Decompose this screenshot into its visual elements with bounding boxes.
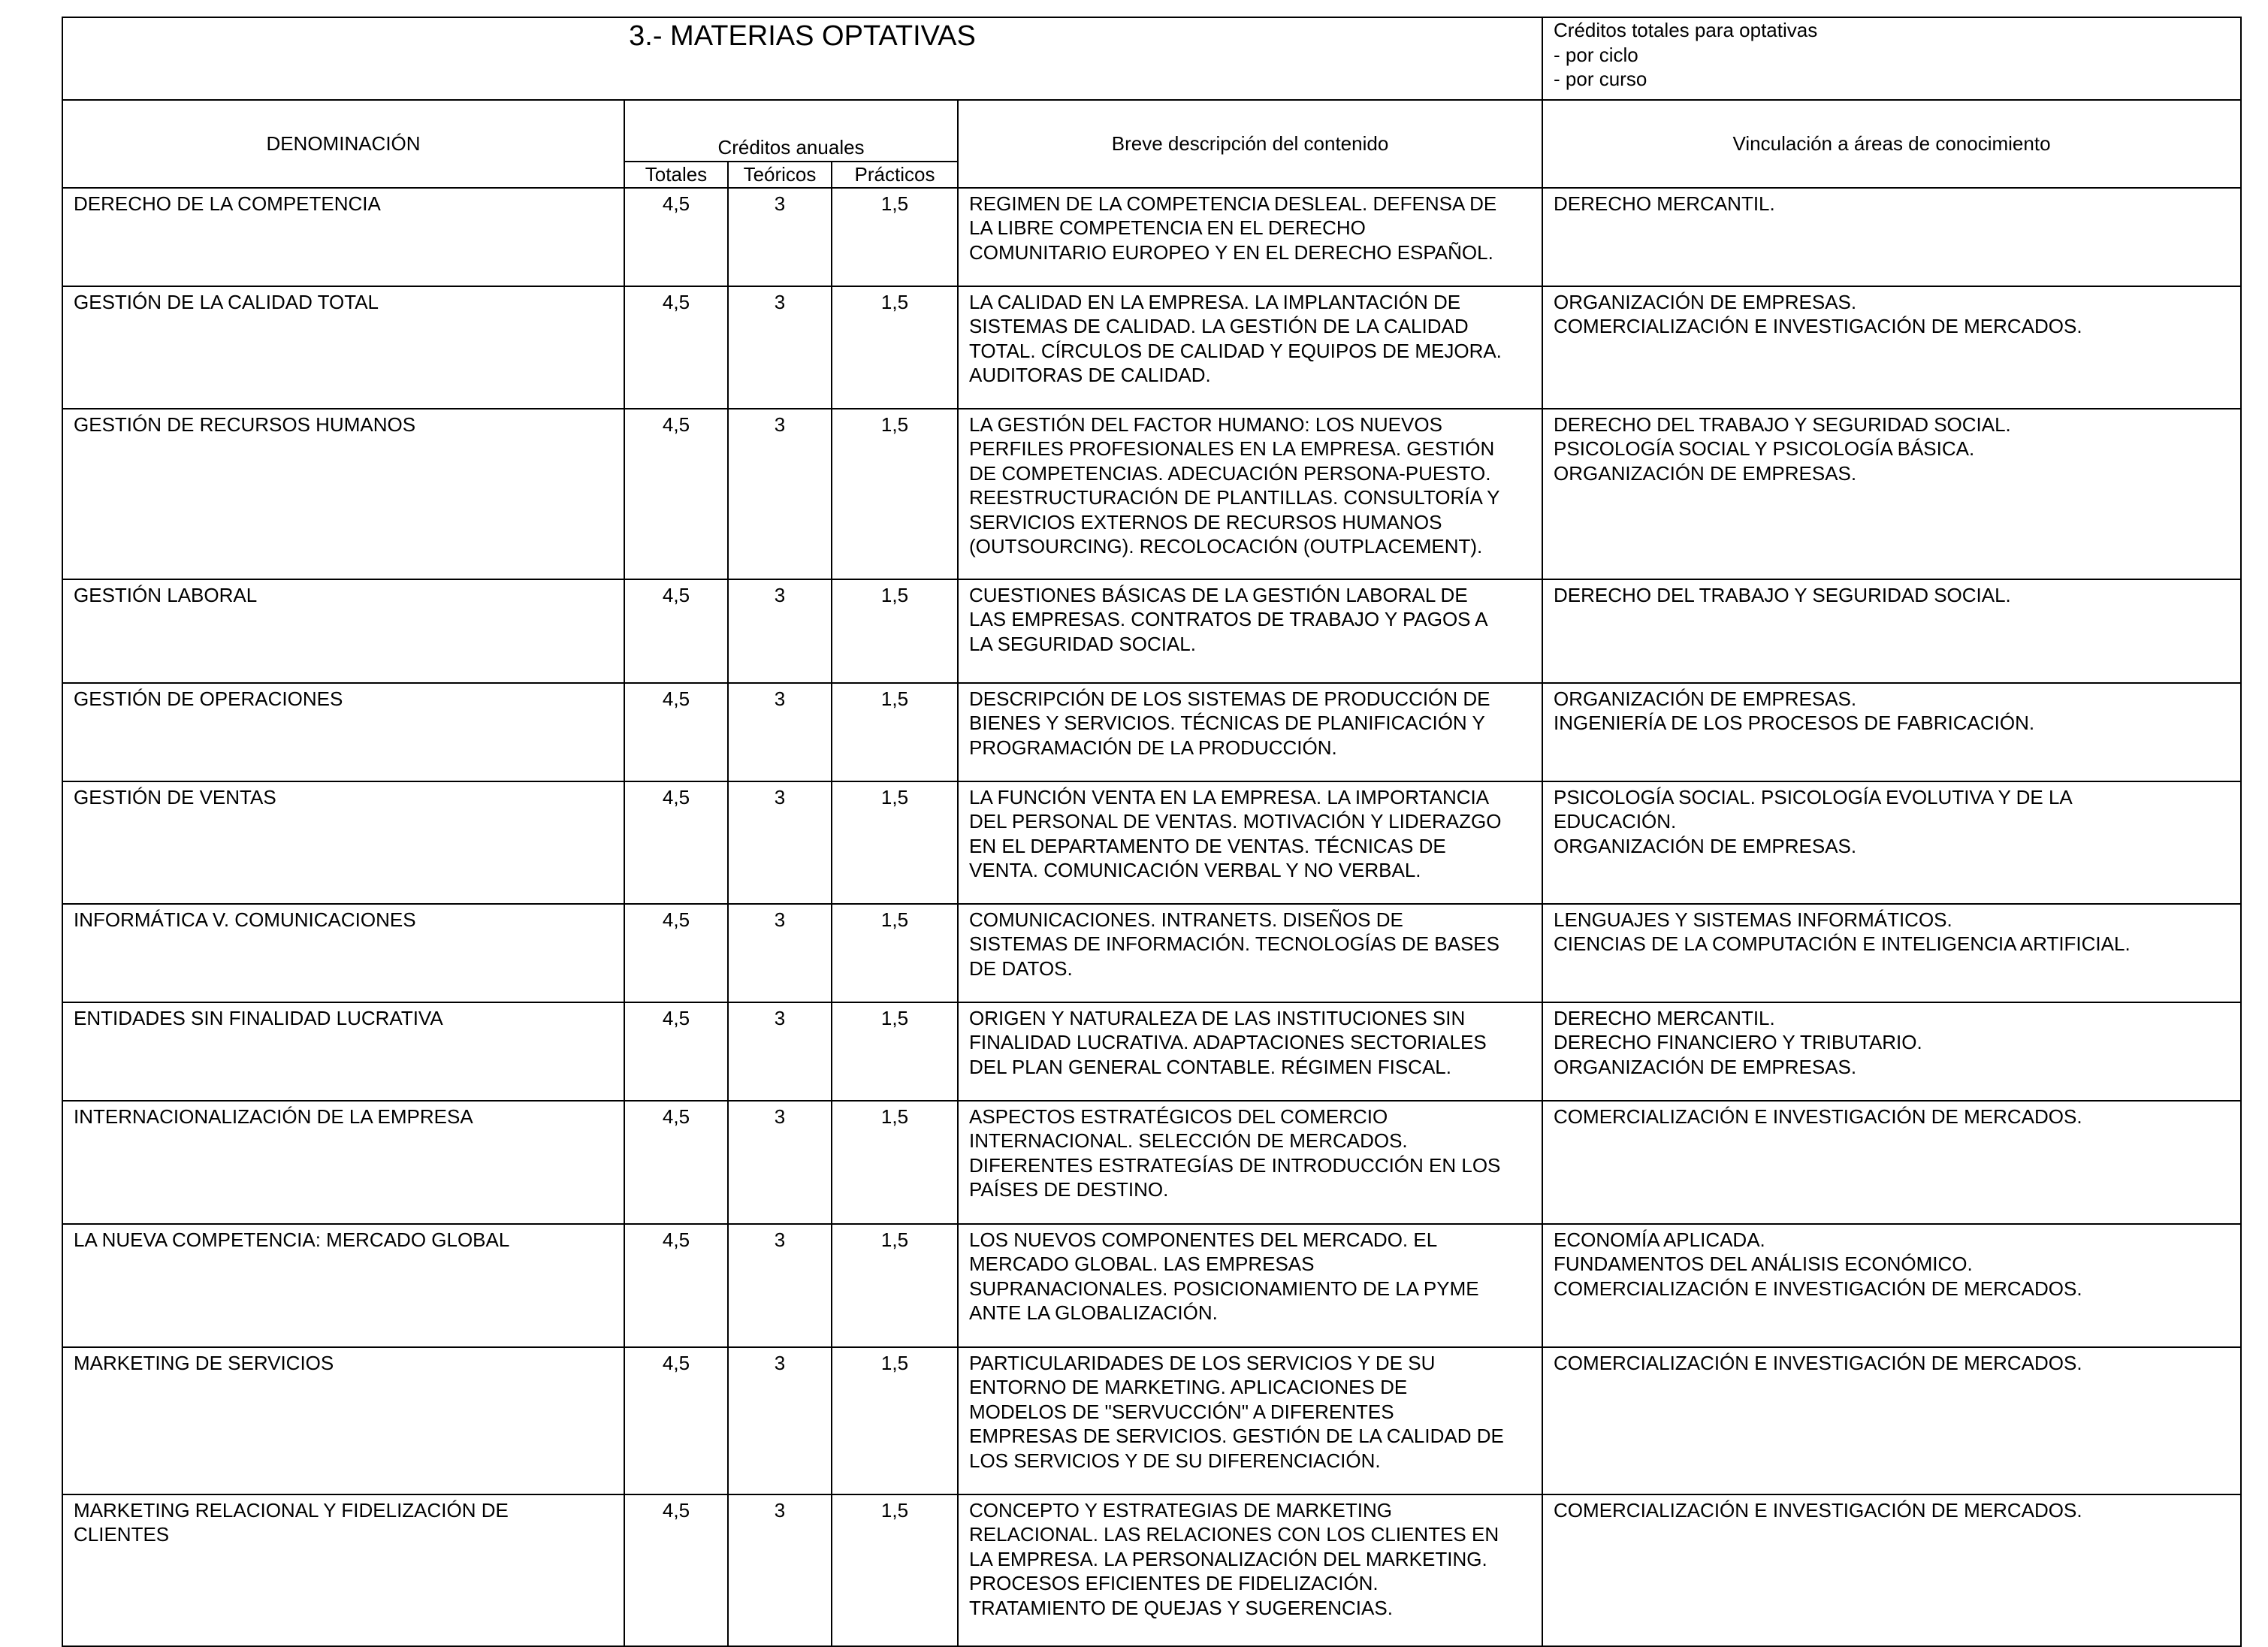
credits-theory-value: 3: [728, 188, 832, 286]
subject-name: GESTIÓN DE LA CALIDAD TOTAL: [74, 290, 379, 313]
subject-name-cell: [62, 683, 624, 781]
credits-practice-value: 1,5: [832, 1224, 958, 1347]
credits-per-course: - por curso: [1554, 68, 1647, 90]
description-line: DE COMPETENCIAS. ADECUACIÓN PERSONA-PUESTO.: [969, 461, 1491, 485]
description-line: LA GESTIÓN DEL FACTOR HUMANO: LOS NUEVOS: [969, 413, 1442, 436]
table-row: [62, 1101, 2241, 1224]
description-line: EMPRESAS DE SERVICIOS. GESTIÓN DE LA CALIDAD DE: [969, 1425, 1504, 1447]
table-row: [62, 1347, 2241, 1494]
description-cell: [958, 1224, 1542, 1347]
subject-name-cell: [62, 1224, 624, 1347]
subject-name-cell: [62, 904, 624, 1002]
description-line: BIENES Y SERVICIOS. TÉCNICAS DE PLANIFICACIÓN Y: [969, 712, 1485, 734]
description-line: REGIMEN DE LA COMPETENCIA DESLEAL. DEFENSA DE: [969, 192, 1497, 215]
description-line: TRATAMIENTO DE QUEJAS Y SUGERENCIAS.: [969, 1596, 1393, 1619]
description-line: RELACIONAL. LAS RELACIONES CON LOS CLIENTES EN: [969, 1523, 1499, 1546]
area-line: EDUCACIÓN.: [1554, 810, 1677, 833]
description-line: VENTA. COMUNICACIÓN VERBAL Y NO VERBAL.: [969, 859, 1421, 881]
description-line: PAÍSES DE DESTINO.: [969, 1178, 1169, 1201]
credits-totals-value: 4,5: [624, 188, 728, 286]
area-line: ORGANIZACIÓN DE EMPRESAS.: [1554, 290, 1857, 313]
description-line: COMUNITARIO EUROPEO Y EN EL DERECHO ESPAÑOL.: [969, 240, 1493, 264]
page-title: 3.- MATERIAS OPTATIVAS: [629, 20, 976, 52]
credits-practice-value: 1,5: [832, 1347, 958, 1494]
credits-practice-value: 1,5: [832, 1494, 958, 1646]
description-line: LOS NUEVOS COMPONENTES DEL MERCADO. EL: [969, 1228, 1438, 1251]
subject-name-cell: [62, 188, 624, 286]
title-row: [62, 17, 2241, 100]
area-line: INGENIERÍA DE LOS PROCESOS DE FABRICACIÓN.: [1554, 712, 2035, 734]
description-line: SUPRANACIONALES. POSICIONAMIENTO DE LA PYME: [969, 1277, 1479, 1300]
area-line: DERECHO MERCANTIL.: [1554, 192, 1775, 215]
description-line: MERCADO GLOBAL. LAS EMPRESAS: [969, 1253, 1315, 1275]
areas-cell: [1542, 1494, 2241, 1646]
description-line: LA EMPRESA. LA PERSONALIZACIÓN DEL MARKETING.: [969, 1547, 1487, 1570]
area-line: ORGANIZACIÓN DE EMPRESAS.: [1554, 461, 1857, 485]
subject-name: CLIENTES: [74, 1523, 170, 1546]
credits-practice-value: 1,5: [832, 1101, 958, 1224]
description-cell: [958, 683, 1542, 781]
table-row: [62, 188, 2241, 286]
description-line: PROCESOS EFICIENTES DE FIDELIZACIÓN.: [969, 1572, 1379, 1594]
subject-name: INFORMÁTICA V. COMUNICACIONES: [74, 908, 416, 931]
table-row: [62, 904, 2241, 1002]
credits-totals-value: 4,5: [624, 683, 728, 781]
credits-practice-value: 1,5: [832, 188, 958, 286]
area-line: DERECHO DEL TRABAJO Y SEGURIDAD SOCIAL.: [1554, 583, 2011, 606]
credits-totals-value: 4,5: [624, 579, 728, 683]
credits-totals-value: 4,5: [624, 1002, 728, 1101]
credits-totals-value: 4,5: [624, 1494, 728, 1646]
description-line: COMUNICACIONES. INTRANETS. DISEÑOS DE: [969, 908, 1403, 931]
description-line: SISTEMAS DE CALIDAD. LA GESTIÓN DE LA CALIDAD: [969, 315, 1469, 337]
credits-practice-value: 1,5: [832, 904, 958, 1002]
area-line: COMERCIALIZACIÓN E INVESTIGACIÓN DE MERCADOS.: [1554, 1498, 2082, 1522]
description-line: ORIGEN Y NATURALEZA DE LAS INSTITUCIONES SIN: [969, 1006, 1466, 1029]
area-line: DERECHO FINANCIERO Y TRIBUTARIO.: [1554, 1031, 1922, 1053]
description-line: MODELOS DE "SERVUCCIÓN" A DIFERENTES: [969, 1400, 1394, 1423]
description-line: FINALIDAD LUCRATIVA. ADAPTACIONES SECTORIALES: [969, 1031, 1487, 1053]
table-row: [62, 683, 2241, 781]
areas-cell: [1542, 286, 2241, 409]
description-cell: [958, 409, 1542, 579]
area-line: COMERCIALIZACIÓN E INVESTIGACIÓN DE MERCADOS.: [1554, 1105, 2082, 1128]
description-line: REESTRUCTURACIÓN DE PLANTILLAS. CONSULTORÍA Y: [969, 486, 1500, 509]
credits-practice-value: 1,5: [832, 409, 958, 579]
description-cell: [958, 904, 1542, 1002]
header-theoretical: Teóricos: [728, 162, 832, 188]
area-line: COMERCIALIZACIÓN E INVESTIGACIÓN DE MERCADOS.: [1554, 1351, 2082, 1374]
subject-name: LA NUEVA COMPETENCIA: MERCADO GLOBAL: [74, 1228, 510, 1251]
credits-totals-value: 4,5: [624, 1224, 728, 1347]
areas-cell: [1542, 409, 2241, 579]
description-cell: [958, 1002, 1542, 1101]
credits-totals-value: 4,5: [624, 781, 728, 904]
areas-cell: [1542, 188, 2241, 286]
area-line: ORGANIZACIÓN DE EMPRESAS.: [1554, 1055, 1857, 1078]
subject-name-cell: [62, 579, 624, 683]
areas-cell: [1542, 1224, 2241, 1347]
description-line: DIFERENTES ESTRATEGÍAS DE INTRODUCCIÓN EN LOS: [969, 1153, 1501, 1177]
subject-name: GESTIÓN DE RECURSOS HUMANOS: [74, 413, 416, 436]
column-header-row: [62, 100, 2241, 162]
description-cell: [958, 1101, 1542, 1224]
credits-theory-value: 3: [728, 1347, 832, 1494]
description-line: DESCRIPCIÓN DE LOS SISTEMAS DE PRODUCCIÓN DE: [969, 687, 1490, 710]
credits-theory-value: 3: [728, 781, 832, 904]
area-line: COMERCIALIZACIÓN E INVESTIGACIÓN DE MERCADOS.: [1554, 315, 2082, 337]
subject-name: GESTIÓN LABORAL: [74, 583, 258, 606]
table-row: [62, 409, 2241, 579]
header-areas: Vinculación a áreas de conocimiento: [1542, 100, 2241, 188]
description-line: DEL PLAN GENERAL CONTABLE. RÉGIMEN FISCAL.: [969, 1055, 1451, 1078]
table-row: [62, 781, 2241, 904]
area-line: DERECHO DEL TRABAJO Y SEGURIDAD SOCIAL.: [1554, 413, 2011, 436]
credits-practice-value: 1,5: [832, 683, 958, 781]
credits-totals-value: 4,5: [624, 409, 728, 579]
credits-theory-value: 3: [728, 286, 832, 409]
description-line: (OUTSOURCING). RECOLOCACIÓN (OUTPLACEMENT).: [969, 535, 1483, 558]
area-line: CIENCIAS DE LA COMPUTACIÓN E INTELIGENCIA ARTIFICIAL.: [1554, 932, 2131, 955]
description-line: EN EL DEPARTAMENTO DE VENTAS. TÉCNICAS DE: [969, 834, 1446, 857]
description-line: INTERNACIONAL. SELECCIÓN DE MERCADOS.: [969, 1129, 1408, 1152]
areas-cell: [1542, 1347, 2241, 1494]
subject-name: MARKETING RELACIONAL Y FIDELIZACIÓN DE: [74, 1498, 509, 1522]
area-line: LENGUAJES Y SISTEMAS INFORMÁTICOS.: [1554, 908, 1952, 931]
area-line: PSICOLOGÍA SOCIAL. PSICOLOGÍA EVOLUTIVA Y DE LA: [1554, 785, 2073, 808]
description-line: LA SEGURIDAD SOCIAL.: [969, 632, 1196, 655]
subject-name: GESTIÓN DE OPERACIONES: [74, 687, 343, 710]
optional-subjects-table: [62, 17, 2242, 1647]
credits-per-cycle: - por ciclo: [1554, 43, 1638, 66]
areas-cell: [1542, 683, 2241, 781]
description-cell: [958, 579, 1542, 683]
title-cell: [62, 17, 1542, 100]
credits-totals-value: 4,5: [624, 1347, 728, 1494]
credits-totals-value: 4,5: [624, 1101, 728, 1224]
area-line: PSICOLOGÍA SOCIAL Y PSICOLOGÍA BÁSICA.: [1554, 437, 1975, 460]
subject-name: GESTIÓN DE VENTAS: [74, 785, 276, 808]
description-cell: [958, 1494, 1542, 1646]
header-annual-credits: Créditos anuales: [624, 100, 958, 162]
description-line: LOS SERVICIOS Y DE SU DIFERENCIACIÓN.: [969, 1449, 1381, 1472]
description-line: DE DATOS.: [969, 956, 1073, 980]
areas-cell: [1542, 1101, 2241, 1224]
description-cell: [958, 286, 1542, 409]
description-line: LA CALIDAD EN LA EMPRESA. LA IMPLANTACIÓN DE: [969, 290, 1461, 313]
header-description: Breve descripción del contenido: [958, 100, 1542, 188]
area-line: FUNDAMENTOS DEL ANÁLISIS ECONÓMICO.: [1554, 1253, 1973, 1275]
subject-name-cell: [62, 1101, 624, 1224]
table-row: [62, 1224, 2241, 1347]
credits-theory-value: 3: [728, 579, 832, 683]
description-line: ENTORNO DE MARKETING. APLICACIONES DE: [969, 1376, 1408, 1398]
description-line: LAS EMPRESAS. CONTRATOS DE TRABAJO Y PAGOS A: [969, 608, 1488, 630]
header-totals: Totales: [624, 162, 728, 188]
areas-cell: [1542, 904, 2241, 1002]
credits-theory-value: 3: [728, 904, 832, 1002]
credits-total-label: Créditos totales para optativas: [1554, 19, 1818, 41]
description-line: AUDITORAS DE CALIDAD.: [969, 364, 1211, 386]
credits-practice-value: 1,5: [832, 579, 958, 683]
credits-theory-value: 3: [728, 1002, 832, 1101]
description-line: SISTEMAS DE INFORMACIÓN. TECNOLOGÍAS DE BASES: [969, 932, 1499, 955]
subject-name-cell: [62, 1347, 624, 1494]
table-row: [62, 579, 2241, 683]
table-row: [62, 286, 2241, 409]
description-cell: [958, 781, 1542, 904]
areas-cell: [1542, 579, 2241, 683]
description-line: ASPECTOS ESTRATÉGICOS DEL COMERCIO: [969, 1105, 1388, 1128]
credits-practice-value: 1,5: [832, 781, 958, 904]
subject-name-cell: [62, 1494, 624, 1646]
subject-name: INTERNACIONALIZACIÓN DE LA EMPRESA: [74, 1105, 473, 1128]
subject-name: DERECHO DE LA COMPETENCIA: [74, 192, 381, 215]
description-line: PARTICULARIDADES DE LOS SERVICIOS Y DE SU: [969, 1351, 1436, 1374]
description-line: SERVICIOS EXTERNOS DE RECURSOS HUMANOS: [969, 510, 1442, 533]
description-line: PROGRAMACIÓN DE LA PRODUCCIÓN.: [969, 736, 1337, 759]
subject-name-cell: [62, 286, 624, 409]
table-row: [62, 1494, 2241, 1646]
credits-theory-value: 3: [728, 1101, 832, 1224]
area-line: COMERCIALIZACIÓN E INVESTIGACIÓN DE MERCADOS.: [1554, 1277, 2082, 1300]
table-row: [62, 1002, 2241, 1101]
areas-cell: [1542, 781, 2241, 904]
credits-practice-value: 1,5: [832, 1002, 958, 1101]
area-line: ORGANIZACIÓN DE EMPRESAS.: [1554, 834, 1857, 857]
description-line: TOTAL. CÍRCULOS DE CALIDAD Y EQUIPOS DE MEJORA.: [969, 339, 1502, 362]
subject-name: MARKETING DE SERVICIOS: [74, 1351, 334, 1374]
credits-theory-value: 3: [728, 683, 832, 781]
subject-name-cell: [62, 1002, 624, 1101]
credits-totals-value: 4,5: [624, 904, 728, 1002]
description-line: CONCEPTO Y ESTRATEGIAS DE MARKETING: [969, 1498, 1392, 1522]
area-line: ECONOMÍA APLICADA.: [1554, 1228, 1765, 1251]
description-line: DEL PERSONAL DE VENTAS. MOTIVACIÓN Y LIDERAZGO: [969, 810, 1502, 833]
description-line: LA LIBRE COMPETENCIA EN EL DERECHO: [969, 216, 1366, 239]
subject-name-cell: [62, 781, 624, 904]
description-line: LA FUNCIÓN VENTA EN LA EMPRESA. LA IMPORTANCIA: [969, 785, 1490, 808]
description-line: ANTE LA GLOBALIZACIÓN.: [969, 1301, 1218, 1324]
area-line: DERECHO MERCANTIL.: [1554, 1006, 1775, 1029]
subject-name-cell: [62, 409, 624, 579]
subject-name: ENTIDADES SIN FINALIDAD LUCRATIVA: [74, 1006, 443, 1029]
credits-totals-value: 4,5: [624, 286, 728, 409]
description-cell: [958, 1347, 1542, 1494]
credits-practice-value: 1,5: [832, 286, 958, 409]
description-line: CUESTIONES BÁSICAS DE LA GESTIÓN LABORAL DE: [969, 583, 1468, 606]
header-denomination: DENOMINACIÓN: [62, 100, 624, 188]
description-cell: [958, 188, 1542, 286]
areas-cell: [1542, 1002, 2241, 1101]
header-practical: Prácticos: [832, 162, 958, 188]
area-line: ORGANIZACIÓN DE EMPRESAS.: [1554, 687, 1857, 710]
credits-theory-value: 3: [728, 1224, 832, 1347]
credits-theory-value: 3: [728, 409, 832, 579]
description-line: PERFILES PROFESIONALES EN LA EMPRESA. GESTIÓN: [969, 437, 1495, 460]
credits-total-cell: [1542, 17, 2241, 100]
credits-theory-value: 3: [728, 1494, 832, 1646]
